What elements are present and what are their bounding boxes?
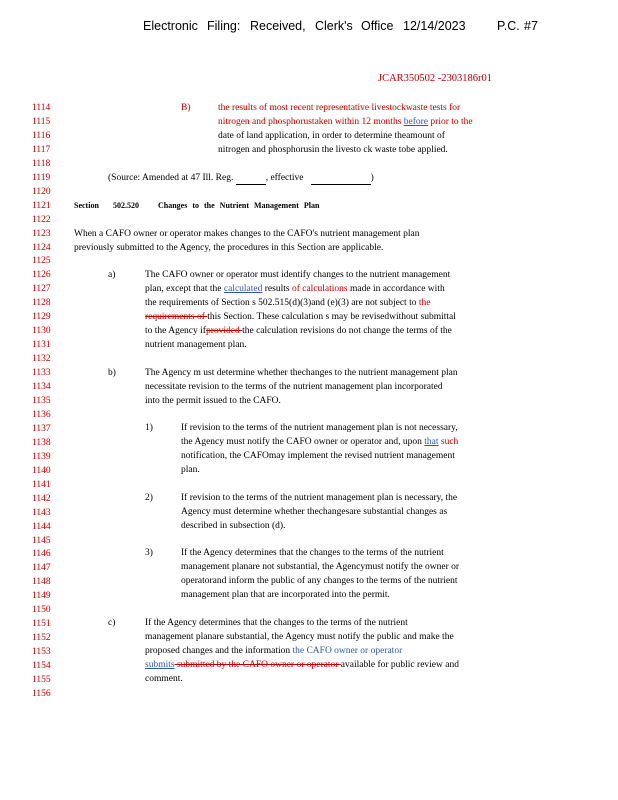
line-number: 1115 — [32, 117, 51, 127]
sub-2-line-3: described in subsection (d). — [181, 521, 286, 531]
line-number: 1143 — [32, 507, 51, 518]
line-number: 1155 — [32, 674, 51, 685]
source-note: (Source: Amended at 47 Ill. Reg. , effective ) — [108, 173, 374, 183]
para-c-label: c) — [108, 618, 116, 628]
header-filing: Filing: — [207, 19, 241, 33]
intro-line-1: When a CAFO owner or operator makes changes to the CAFO's nutrient management plan — [74, 229, 420, 239]
line-number: 1133 — [32, 368, 51, 379]
section-number: 502.520 — [113, 201, 139, 210]
line-number: 1128 — [32, 298, 51, 309]
header-received: Received, — [250, 19, 306, 33]
para-a-line-1: The CAFO owner or operator must identify changes to the nutrient management — [145, 270, 451, 280]
line-number: 1154 — [32, 661, 51, 671]
line-number: 1148 — [32, 577, 51, 588]
para-a-label: a) — [108, 270, 116, 280]
section-title: Changes to the Nutrient Management Plan — [158, 201, 320, 210]
sub-3-line-2: management planare not substantial, the Agencymust notify the owner or — [181, 562, 460, 572]
line-number: 1122 — [32, 214, 51, 225]
para-c-line-4: submits submitted by the CAFO owner or operator available for public review and — [145, 660, 459, 670]
para-a-line-4: requirements of this Section. These calculation s may be revisedwithout submittal — [145, 312, 456, 322]
line-number: 1118 — [32, 158, 51, 169]
line-number: 1117 — [32, 144, 51, 155]
line-number: 1135 — [32, 395, 51, 406]
line-number: 1129 — [32, 312, 51, 323]
intro-line-2: previously submitted to the Agency, the procedures in this Section are applicable. — [74, 243, 384, 253]
line-number: 1120 — [32, 186, 51, 197]
document-code: JCAR350502 -2303186r01 — [378, 73, 493, 84]
line-number: 1142 — [32, 493, 51, 504]
line-number: 1147 — [32, 563, 51, 574]
sub-3-line-1: If the Agency determines that the changes to the terms of the nutrient — [181, 548, 444, 558]
item-b-line-1: the results of most recent representative livestockwaste tests for — [218, 103, 461, 113]
sub-1-line-3: notification, the CAFOmay implement the revised nutrient management — [181, 451, 455, 461]
para-a-line-6: nutrient management plan. — [145, 340, 247, 350]
line-number: 1121 — [32, 200, 51, 211]
item-b-line-3: date of land application, in order to determine theamount of — [218, 131, 445, 141]
para-c-line-2: management planare substantial, the Agency must notify the public and make the — [145, 632, 454, 642]
line-number: 1127 — [32, 284, 51, 295]
para-c-line-1: If the Agency determines that the changes to the terms of the nutrient — [145, 618, 408, 628]
sub-2-line-2: Agency must determine whether thechangesare substantial changes as — [181, 507, 448, 517]
para-b-label: b) — [108, 368, 116, 378]
line-number: 1137 — [32, 423, 51, 434]
line-number: 1136 — [32, 409, 51, 420]
line-number: 1144 — [32, 521, 51, 532]
line-number: 1153 — [32, 647, 51, 657]
line-number: 1124 — [32, 242, 51, 253]
para-c-line-3: proposed changes and the information the CAFO owner or operator — [145, 646, 403, 656]
para-a-line-3: the requirements of Section s 502.515(d)(3)and (e)(3) are not subject to the — [145, 298, 431, 308]
sub-3-line-3: operatorand inform the public of any changes to the terms of the nutrient — [181, 576, 458, 586]
header-pc: P.C. — [497, 19, 520, 33]
line-number: 1141 — [32, 479, 51, 490]
item-b-line-2: nitrogen and phosphorustaken within 12 months before prior to the — [218, 117, 473, 127]
sub-2-label: 2) — [145, 493, 153, 503]
para-a-line-2: plan, except that the calculated results of calculations made in accordance with — [145, 284, 445, 294]
header-office: Office — [361, 19, 394, 33]
sub-2-line-1: If revision to the terms of the nutrient management plan is necessary, the — [181, 493, 458, 503]
header-electronic: Electronic — [143, 19, 198, 33]
item-b-line-4: nitrogen and phosphorusin the livesto ck waste tobe applied. — [218, 145, 448, 155]
line-number: 1139 — [32, 451, 51, 462]
line-number: 1140 — [32, 465, 51, 476]
line-number: 1145 — [32, 535, 51, 546]
para-a-line-5: to the Agency ifprovided the calculation revisions do not change the terms of the — [145, 326, 452, 336]
line-number: 1119 — [32, 172, 51, 183]
line-number: 1146 — [32, 549, 51, 560]
line-number: 1134 — [32, 382, 51, 392]
sub-3-label: 3) — [145, 548, 153, 558]
sub-1-line-1: If revision to the terms of the nutrient management plan is not necessary, — [181, 423, 458, 433]
header-date: 12/14/2023 — [403, 19, 466, 33]
header-clerks: Clerk's — [315, 19, 353, 33]
line-number: 1125 — [32, 256, 51, 267]
line-number: 1114 — [32, 103, 51, 113]
para-b-line-3: into the permit issued to the CAFO. — [145, 396, 281, 406]
sub-1-line-2: the Agency must notify the CAFO owner or operator and, upon that such — [181, 437, 459, 447]
para-c-line-5: comment. — [145, 674, 183, 684]
line-number: 1156 — [32, 688, 51, 699]
sub-1-label: 1) — [145, 423, 153, 433]
line-number: 1138 — [32, 437, 51, 448]
source-blank-1 — [236, 174, 266, 185]
item-b-label: B) — [181, 103, 191, 113]
line-number: 1116 — [32, 130, 51, 141]
line-number: 1149 — [32, 591, 51, 602]
line-number: 1132 — [32, 354, 51, 365]
line-number: 1150 — [32, 605, 51, 616]
para-b-line-2: necessitate revision to the terms of the nutrient management plan incorporated — [145, 382, 443, 392]
source-blank-2 — [311, 174, 371, 185]
line-number: 1126 — [32, 270, 51, 281]
sub-3-line-4: management plan that are incorporated into the permit. — [181, 590, 390, 600]
section-word: Section — [74, 201, 99, 210]
line-number: 1151 — [32, 619, 51, 630]
line-number: 1152 — [32, 633, 51, 644]
line-number: 1131 — [32, 340, 51, 351]
header-pc-number: #7 — [524, 19, 538, 33]
para-b-line-1: The Agency m ust determine whether thechanges to the nutrient management plan — [145, 368, 458, 378]
sub-1-line-4: plan. — [181, 465, 200, 475]
line-number: 1130 — [32, 326, 51, 337]
line-number: 1123 — [32, 228, 51, 239]
